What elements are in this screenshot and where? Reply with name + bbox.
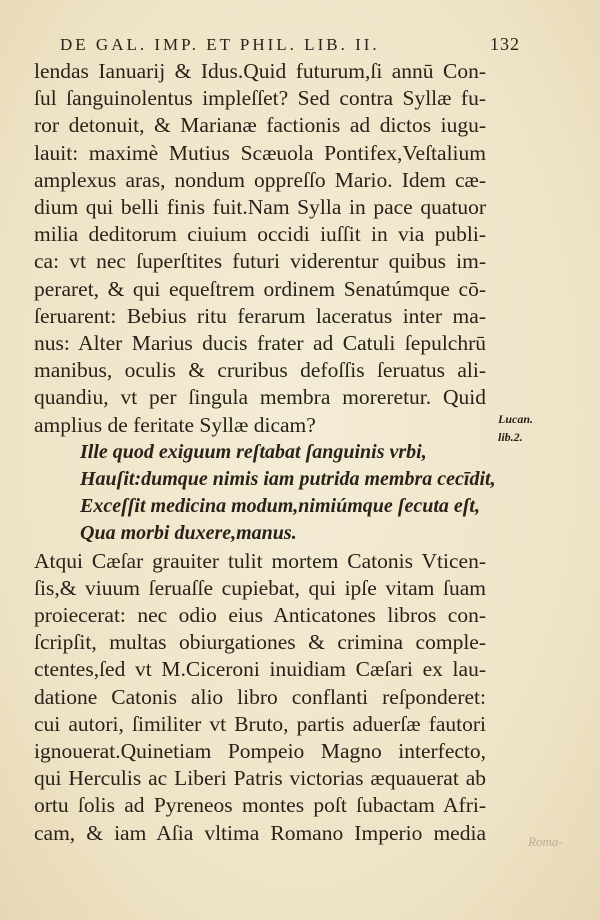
verse-line: Hauſit:dumque nimis iam putrida membra cecīdit,	[80, 468, 496, 491]
text-line: ſis,& viuum ſeruaſſe cupiebat, qui ipſe vitam ſuam	[34, 575, 486, 600]
text-line: cui autori, ſimiliter vt Bruto, partis aduerſæ fautori	[34, 711, 486, 736]
text-line: ignouerat.Quinetiam Pompeio Magno interfecto,	[34, 739, 486, 764]
text-line: lauit: maximè Mutius Scæuola Pontifex,Veſtalium	[34, 140, 486, 165]
text-line: ſcripſit, multas obiurgationes & crimina comple-	[34, 630, 486, 655]
text-line: milia deditorum ciuium occidi iuſſit in via publi-	[34, 222, 486, 247]
text-line: peraret, & qui equeſtrem ordinem Senatúmque cō-	[34, 276, 486, 301]
text-line: dium qui belli finis fuit.Nam Sylla in pace quatuor	[34, 195, 486, 220]
text-line: cam, & iam Aſia vltima Romano Imperio media	[34, 820, 486, 845]
running-head: DE GAL. IMP. ET PHIL. LIB. II.	[60, 35, 380, 54]
text-line: datione Catonis alio libro conflanti reſponderet:	[34, 684, 486, 709]
text-line: ſeruarent: Bebius ritu ferarum laceratus inter ma-	[34, 303, 486, 328]
text-line: ca: vt nec ſuperſtites futuri viderentur quibus im-	[34, 249, 486, 274]
page-header	[60, 34, 520, 55]
verse-line: Qua morbi duxere,manus.	[80, 522, 297, 545]
verse-line: Exceſſit medicina modum,nimiúmque ſecuta eſt,	[80, 495, 480, 518]
catchword: Roma-	[528, 834, 563, 849]
text-line: lendas Ianuarij & Idus.Quid futurum,ſi annū Con-	[34, 59, 486, 83]
text-line: manibus, oculis & cruribus defoſſis ſeruatus ali-	[34, 358, 486, 383]
text-line: qui Herculis ac Liberi Patris victorias æquauerat ab	[34, 766, 486, 791]
text-line: ror detonuit, & Marianæ factionis ad dictos iugu-	[34, 113, 486, 138]
text-line: amplexus aras, nondum oppreſſo Mario. Idem cæ-	[34, 167, 486, 192]
folio-number: 132	[490, 34, 520, 54]
text-line: ctentes,ſed vt M.Ciceroni inuidiam Cæſari ex lau-	[34, 657, 486, 682]
verse-line: Ille quod exiguum reſtabat ſanguinis vrbi,	[80, 440, 427, 463]
marginal-note-line: lib.2.	[498, 430, 523, 444]
text-block	[34, 58, 496, 847]
text-line: ſul ſanguinolentus impleſſet? Sed contra Syllæ fu-	[34, 86, 486, 111]
marginal-note	[498, 410, 558, 446]
text-line: quandiu, vt per ſingula membra moreretur. Quid	[34, 385, 486, 410]
text-line: proiecerat: nec odio eius Anticatones libros con-	[34, 603, 486, 628]
text-line: amplius de feritate Syllæ dicam?	[34, 412, 316, 437]
text-line: ortu ſolis ad Pyreneos montes poſt ſubactam Afri-	[34, 793, 486, 818]
marginal-note-line: Lucan.	[498, 412, 534, 426]
text-line: Atqui Cæſar grauiter tulit mortem Catonis Vticen-	[34, 548, 486, 573]
text-line: nus: Alter Marius ducis frater ad Catuli ſepulchrū	[34, 331, 486, 356]
